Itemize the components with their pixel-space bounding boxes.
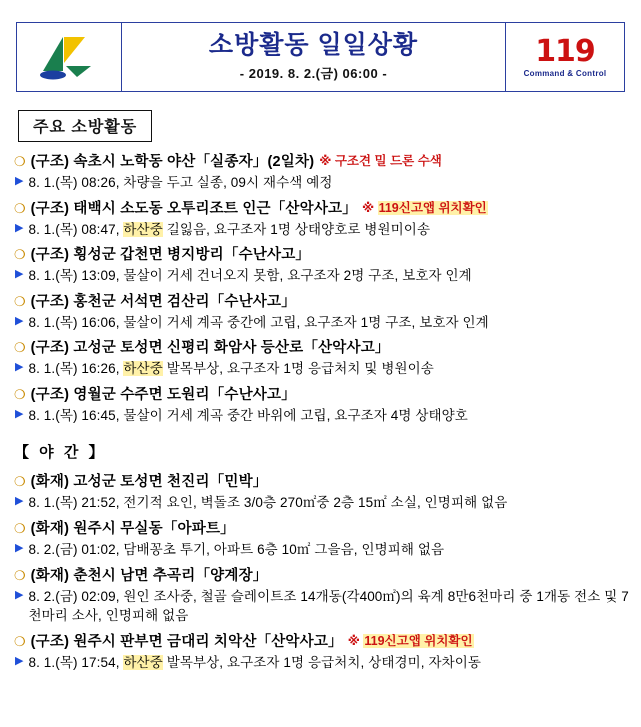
entry-detail-text: 8. 1.(목) 16:06, 물살이 거세 계곡 중간에 고립, 요구조자 1명 구조, 보호자 인계 xyxy=(28,314,489,330)
entry-note-tag xyxy=(362,199,488,217)
triangle-bullet-icon: ▶ xyxy=(15,588,24,601)
activity-entry xyxy=(14,152,631,193)
activity-entry xyxy=(14,338,631,379)
circle-bullet-icon: ❍ xyxy=(14,247,26,263)
entry-headline-text: (구조) 홍천군 서석면 검산리「수난사고」 xyxy=(30,293,296,310)
circle-bullet-icon: ❍ xyxy=(14,633,26,649)
page-subtitle: - 2019. 8. 2.(금) 06:00 - xyxy=(239,66,388,82)
entry-headline xyxy=(14,632,631,653)
entry-detail xyxy=(14,540,631,560)
activity-entry xyxy=(14,519,631,560)
entry-detail-text: 8. 1.(목) 16:45, 물살이 거세 계곡 중간 바위에 고립, 요구조자 4명 상태양호 xyxy=(28,407,468,423)
triangle-bullet-icon: ▶ xyxy=(15,314,24,327)
triangle-bullet-icon: ▶ xyxy=(15,495,24,508)
activity-entry xyxy=(14,385,631,426)
entry-headline-text: (구조) 태백시 소도동 오투리조트 인근「산악사고」 xyxy=(30,200,357,217)
page-title: 소방활동 일일상황 xyxy=(208,30,419,59)
circle-bullet-icon: ❍ xyxy=(14,386,26,402)
triangle-bullet-icon: ▶ xyxy=(15,268,24,281)
asterisk-icon: ※ xyxy=(347,633,364,648)
day-activity-list xyxy=(0,152,641,425)
entry-detail xyxy=(14,587,631,626)
entry-detail-text: 8. 1.(목) 08:26, 차량을 두고 실종, 09시 재수색 예정 xyxy=(28,175,333,191)
activity-entry xyxy=(14,245,631,286)
entry-detail-text: 8. 1.(목) 21:52, 전기적 요인, 벽돌조 3/0층 270㎡중 2층 15㎡ 소실, 인명피해 없음 xyxy=(28,495,508,511)
entry-headline-text: (구조) 영월군 수주면 도원리「수난사고」 xyxy=(30,386,296,403)
section-title-box xyxy=(18,110,152,142)
entry-headline xyxy=(14,199,631,220)
gangwon-province-logo-icon xyxy=(33,33,105,81)
entry-detail-text: 8. 2.(금) 01:02, 담배꽁초 투기, 아파트 6층 10㎡ 그을음, 인명피해 없음 xyxy=(28,542,445,558)
entry-headline-text: (화재) 원주시 무실동「아파트」 xyxy=(30,521,235,538)
entry-headline-text: (구조) 속초시 노학동 야산「실종자」(2일차) xyxy=(30,154,315,170)
entry-headline-text: (구조) 횡성군 갑천면 병지방리「수난사고」 xyxy=(30,247,311,264)
circle-bullet-icon: ❍ xyxy=(14,293,26,309)
activity-entry xyxy=(14,292,631,333)
triangle-bullet-icon: ▶ xyxy=(15,654,24,667)
activity-entry xyxy=(14,472,631,513)
entry-headline xyxy=(14,245,631,266)
entry-detail xyxy=(14,493,631,513)
circle-bullet-icon: ❍ xyxy=(14,154,26,169)
entry-headline xyxy=(14,566,631,587)
entry-headline-text: (화재) 춘천시 남면 추곡리「양계장」 xyxy=(30,567,268,584)
night-section-title: 【 야 간 】 xyxy=(14,444,107,462)
entry-detail-text: 8. 1.(목) 17:54, 하산중 발목부상, 요구조자 1명 응급처치, 상태경미, 자차이동 xyxy=(28,654,482,670)
circle-bullet-icon: ❍ xyxy=(14,521,26,537)
entry-note-text: 119신고앱 위치확인 xyxy=(364,633,473,648)
triangle-bullet-icon: ▶ xyxy=(15,221,24,234)
highlighted-keyword: 하산중 xyxy=(123,361,163,377)
night-activity-list xyxy=(0,472,641,672)
entry-headline xyxy=(14,152,631,173)
entry-headline xyxy=(14,519,631,540)
brand-subtitle: Command & Control xyxy=(523,68,607,78)
brand-number: 119 xyxy=(535,33,595,69)
entry-detail xyxy=(14,266,631,286)
circle-bullet-icon: ❍ xyxy=(14,340,26,356)
entry-note-text: 119신고앱 위치확인 xyxy=(378,200,487,215)
highlighted-keyword: 하산중 xyxy=(123,654,163,670)
entry-headline xyxy=(14,338,631,359)
entry-detail xyxy=(14,653,631,673)
entry-note-tag: ※ 구조견 밀 드론 수색 xyxy=(319,154,442,168)
circle-bullet-icon: ❍ xyxy=(14,567,26,583)
entry-headline-text: (화재) 고성군 토성면 천진리「민박」 xyxy=(30,474,268,491)
entry-headline xyxy=(14,472,631,493)
province-logo xyxy=(17,23,122,91)
highlighted-keyword: 하산중 xyxy=(123,221,163,237)
entry-detail xyxy=(14,220,631,240)
triangle-bullet-icon: ▶ xyxy=(15,361,24,374)
entry-detail xyxy=(14,406,631,426)
emblem-119 xyxy=(505,23,624,91)
asterisk-icon: ※ xyxy=(361,200,378,215)
activity-entry xyxy=(14,199,631,240)
circle-bullet-icon: ❍ xyxy=(14,200,26,216)
entry-detail xyxy=(14,359,631,379)
activity-entry xyxy=(14,632,631,673)
activity-entry xyxy=(14,566,631,626)
triangle-bullet-icon: ▶ xyxy=(15,175,24,188)
triangle-bullet-icon: ▶ xyxy=(15,407,24,420)
entry-headline xyxy=(14,292,631,313)
section-title: 주요 소방활동 xyxy=(33,119,138,136)
document-header xyxy=(16,22,625,92)
triangle-bullet-icon: ▶ xyxy=(15,542,24,555)
entry-detail-text: 8. 2.(금) 02:09, 원인 조사중, 철골 슬레이트조 14개동(각400㎡)의 육계 8만6천마리 중 1개동 전소 및 7천마리 소사, 인명피해 없음 xyxy=(28,588,629,624)
entry-detail-text: 8. 1.(목) 08:47, 하산중 길잃음, 요구조자 1명 상태양호로 병원미이송 xyxy=(28,221,431,237)
entry-detail-text: 8. 1.(목) 16:26, 하산중 발목부상, 요구조자 1명 응급처치 및 병원이송 xyxy=(28,361,434,377)
entry-headline-text: (구조) 고성군 토성면 신평리 화암사 등산로「산악사고」 xyxy=(30,340,390,357)
circle-bullet-icon: ❍ xyxy=(14,474,26,490)
document-page xyxy=(0,22,641,727)
entry-detail xyxy=(14,313,631,333)
entry-headline xyxy=(14,385,631,406)
entry-note-tag xyxy=(348,632,474,650)
entry-headline-text: (구조) 원주시 판부면 금대리 치악산「산악사고」 xyxy=(30,633,343,650)
entry-detail xyxy=(14,173,631,193)
entry-detail-text: 8. 1.(목) 13:09, 물살이 거세 건너오지 못함, 요구조자 2명 구조, 보호자 인계 xyxy=(28,268,472,284)
header-center xyxy=(122,23,505,91)
